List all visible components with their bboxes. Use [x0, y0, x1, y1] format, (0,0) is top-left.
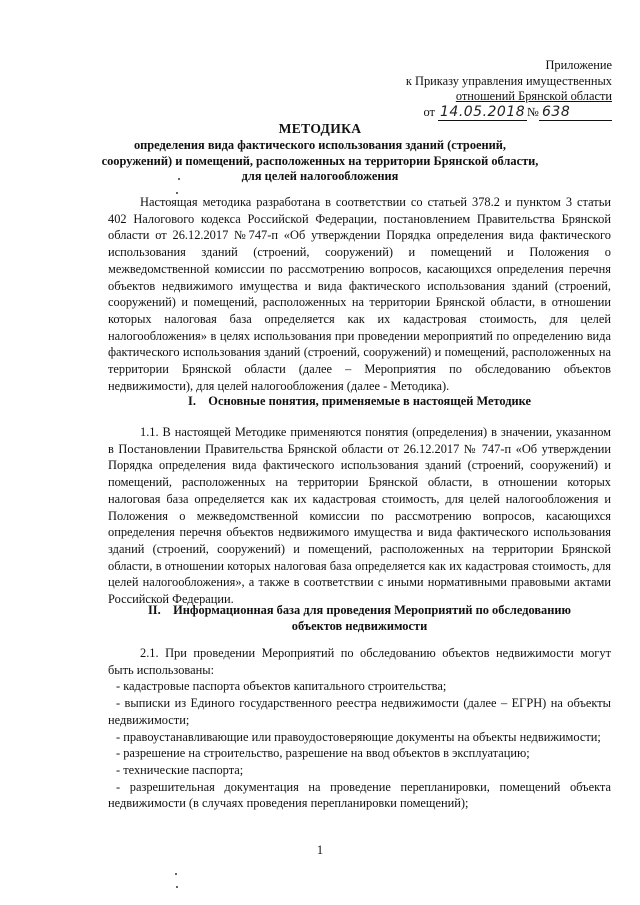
page-number: 1: [316, 843, 324, 857]
section-2-heading-line-1: II. Информационная база для проведения Мероприятий по обследованию: [147, 603, 571, 617]
document-title: МЕТОДИКА: [278, 121, 362, 136]
annex-line-2: к Приказу управления имущественных: [405, 73, 612, 88]
intro-paragraph: Настоящая методика разработана в соответствии со статьей 378.2 и пунктом 3 статьи 402 Налогового кодекса Российской Федерации, постановлением Правительства Брянской области от 26.12.2017 №747-п «Об утверждении Порядка определения вида фактического использования зданий (строений, сооружений) и помещений и Положения о межведомственной комиссии по рассмотрению вопросов, касающихся определения перечня объектов недвижимого имущества и вида фактического использования зданий (строений, сооружений) и помещений, расположенных на территории Брянской области, в отношении которых налоговая база определяется как их кадастровая стоимость, для целей налогообложения» в целях использования при проведении мероприятий по определению вида фактического использования зданий (строений, сооружений) и помещений, расположенных на территории Брянской области (далее – Мероприятия по обследованию объектов недвижимости), для целей налогообложения (далее - Методика).: [108, 195, 611, 393]
section-2-heading-line-2: объектов недвижимости: [291, 618, 428, 633]
section-2-heading: [108, 603, 611, 634]
scan-speck: [178, 178, 180, 180]
annex-number-label: №: [527, 104, 539, 119]
section-1-block: [108, 424, 611, 608]
annex-line-3: [406, 89, 612, 105]
annex-from-label: от: [423, 104, 435, 119]
annex-block: [406, 58, 612, 121]
section-2-block: [108, 645, 611, 812]
scan-speck: [175, 873, 177, 875]
annex-line-1: Приложение: [545, 58, 612, 72]
annex-line-3-text: отношений Брянской области: [455, 89, 612, 103]
annex-date-line: [406, 105, 612, 122]
section-2-paragraph-1: 2.1. При проведении Мероприятий по обследованию объектов недвижимости могут быть использованы:: [108, 646, 611, 677]
list-item: - кадастровые паспорта объектов капитального строительства;: [116, 679, 447, 694]
intro-block: [108, 194, 611, 394]
section-1-paragraph-1: 1.1. В настоящей Методике применяются понятия (определения) в значении, указанном в Постановлении Правительства Брянской области от 26.12.2017 № 747-п «Об утверждении Порядка определения вида фактического использования зданий (строений, сооружений) и помещений, расположенных на территории Брянской области, в отношении которых налоговая база определяется как их кадастровая стоимость, для целей налогообложения и Положения о межведомственной комиссии по рассмотрению вопросов, касающихся определения перечня объектов недвижимого имущества и вида фактического использования зданий (строений, сооружений) и помещений, расположенных на территории Брянской области, в отношении которых налоговая база определяется как их кадастровая стоимость, для целей налогообложения», а также в соответствии с иными нормативными правовыми актами Российской Федерации.: [108, 425, 611, 607]
handwritten-date: 14.05.2018: [440, 103, 526, 120]
scan-speck: [176, 192, 178, 194]
list-item: - выписки из Единого государственного реестра недвижимости (далее – ЕГРН) на объекты недвижимости;: [108, 696, 611, 727]
handwritten-number: 638: [539, 105, 612, 122]
scan-speck: [176, 886, 178, 888]
list-item: - разрешительная документация на проведение перепланировки, помещений объекта недвижимости (в случаях проведения перепланировки помещений);: [108, 779, 611, 811]
document-subtitle: определения вида фактического использования зданий (строений, сооружений) и помещений, расположенных на территории Брянской области, для целей налогообложения: [101, 138, 539, 183]
section-1-heading: I. Основные понятия, применяемые в настоящей Методике: [188, 394, 531, 408]
list-item: - разрешение на строительство, разрешение на ввод объектов в эксплуатацию;: [116, 746, 530, 761]
list-item: - правоустанавливающие или правоудостоверяющие документы на объекты недвижимости;: [116, 729, 601, 744]
list-item: - технические паспорта;: [116, 762, 244, 777]
